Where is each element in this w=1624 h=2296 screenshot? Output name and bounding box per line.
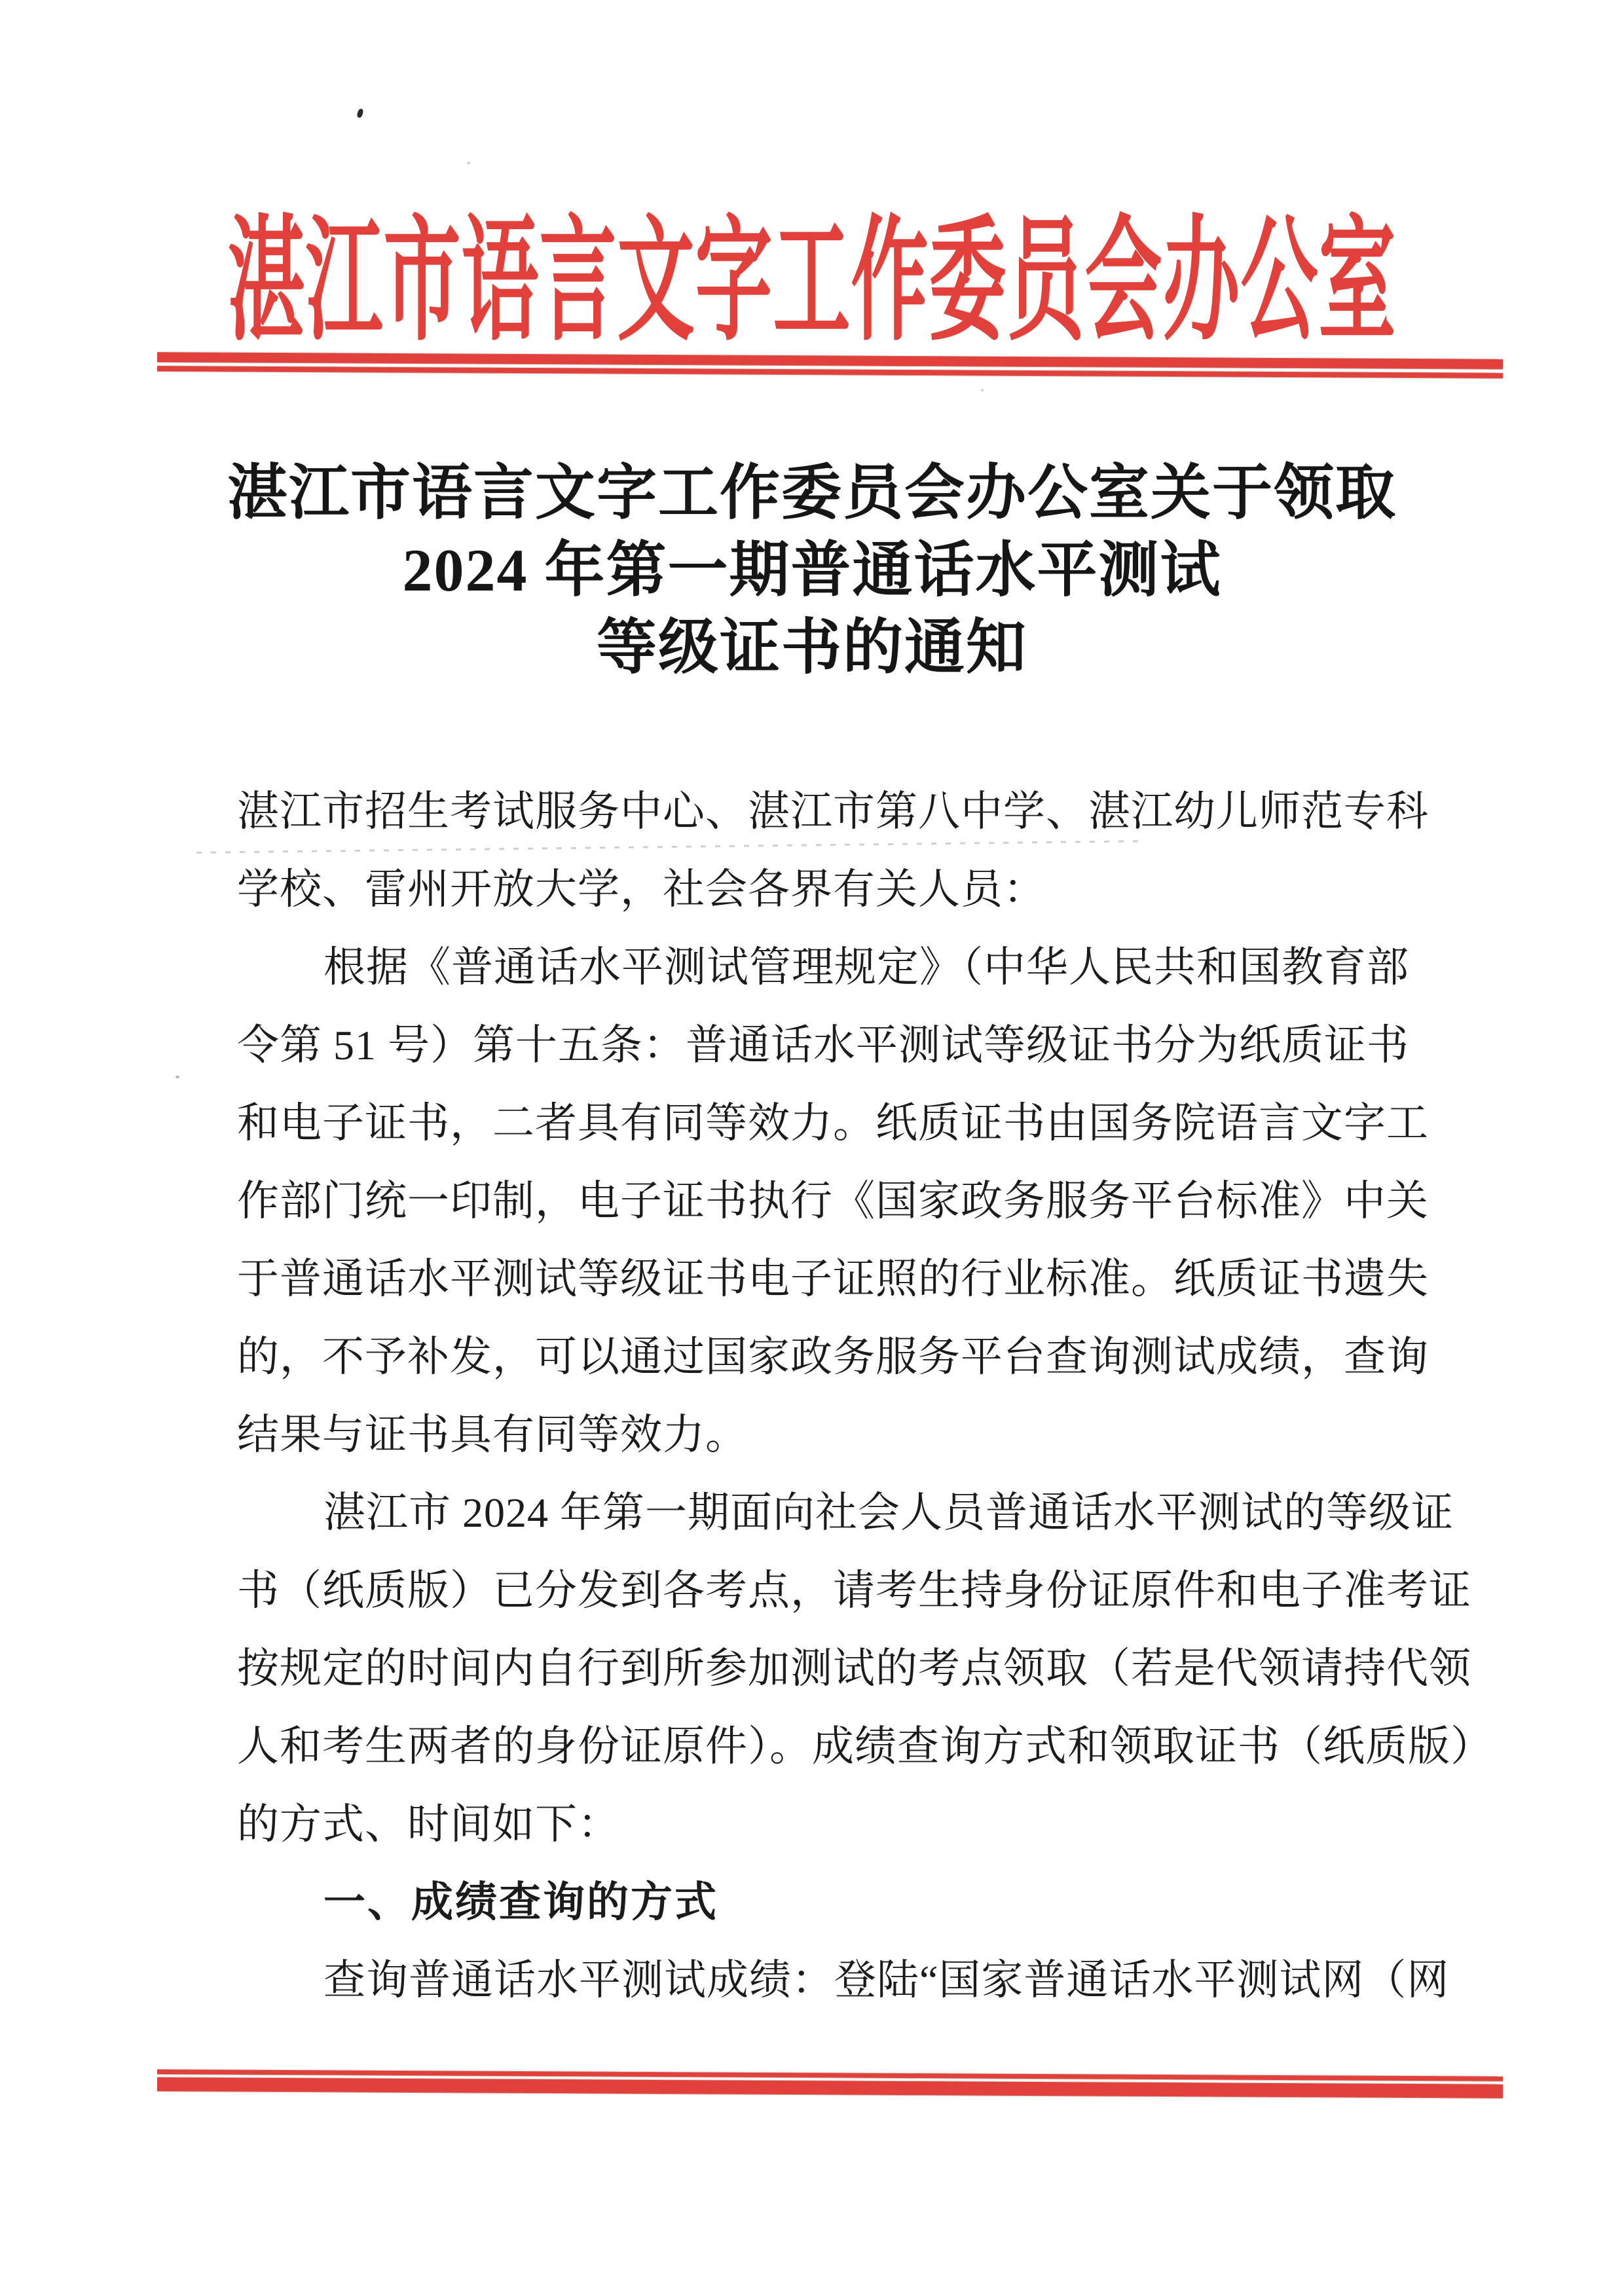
body-line: 的，不予补发，可以通过国家政务服务平台查询测试成绩，查询 — [237, 1334, 1429, 1380]
body-line: 学校、雷州开放大学，社会各界有关人员： — [237, 866, 1046, 913]
document-title-line-1: 湛江市语言文字工作委员会办公室关于领取 — [227, 460, 1397, 526]
body-section-heading: 一、成绩查询的方式 — [323, 1878, 718, 1925]
document-body — [237, 773, 1493, 2019]
document-title — [0, 454, 1624, 686]
body-line: 的方式、时间如下： — [237, 1801, 620, 1848]
body-line: 查询普通话水平测试成绩：登陆“国家普通话水平测试网（网 — [323, 1957, 1450, 2003]
scan-artifact-speck — [981, 389, 984, 392]
footer-rule-thick — [157, 2077, 1503, 2098]
document-title-line-2: 2024 年第一期普通话水平测试 — [402, 537, 1222, 604]
body-line: 书（纸质版）已分发到各考点，请考生持身份证原件和电子准考证 — [237, 1567, 1471, 1614]
body-line: 人和考生两者的身份证原件）。成绩查询方式和领取证书（纸质版） — [237, 1723, 1493, 1770]
body-line: 湛江市招生考试服务中心、湛江市第八中学、湛江幼儿师范专科 — [237, 788, 1429, 835]
body-line: 结果与证书具有同等效力。 — [237, 1412, 748, 1458]
body-line: 令第 51 号）第十五条：普通话水平测试等级证书分为纸质证书 — [237, 1022, 1409, 1068]
body-line: 湛江市 2024 年第一期面向社会人员普通话水平测试的等级证 — [323, 1489, 1454, 1536]
letterhead-org-name: 湛江市语言文字工作委员会办公室 — [227, 207, 1397, 357]
body-line: 于普通话水平测试等级证书电子证照的行业标准。纸质证书遗失 — [237, 1256, 1429, 1302]
scan-artifact-speck — [467, 162, 470, 164]
body-line: 作部门统一印制，电子证书执行《国家政务服务平台标准》中关 — [237, 1178, 1429, 1224]
body-line: 按规定的时间内自行到所参加测试的考点领取（若是代领请持代领 — [237, 1645, 1471, 1692]
scan-artifact-speck — [175, 1076, 179, 1078]
body-line: 根据《普通话水平测试管理规定》（中华人民共和国教育部 — [323, 944, 1409, 991]
scan-artifact-ink-dot — [356, 108, 364, 118]
document-title-line-3: 等级证书的通知 — [596, 614, 1027, 681]
body-line: 和电子证书，二者具有同等效力。纸质证书由国务院语言文字工 — [237, 1100, 1429, 1146]
